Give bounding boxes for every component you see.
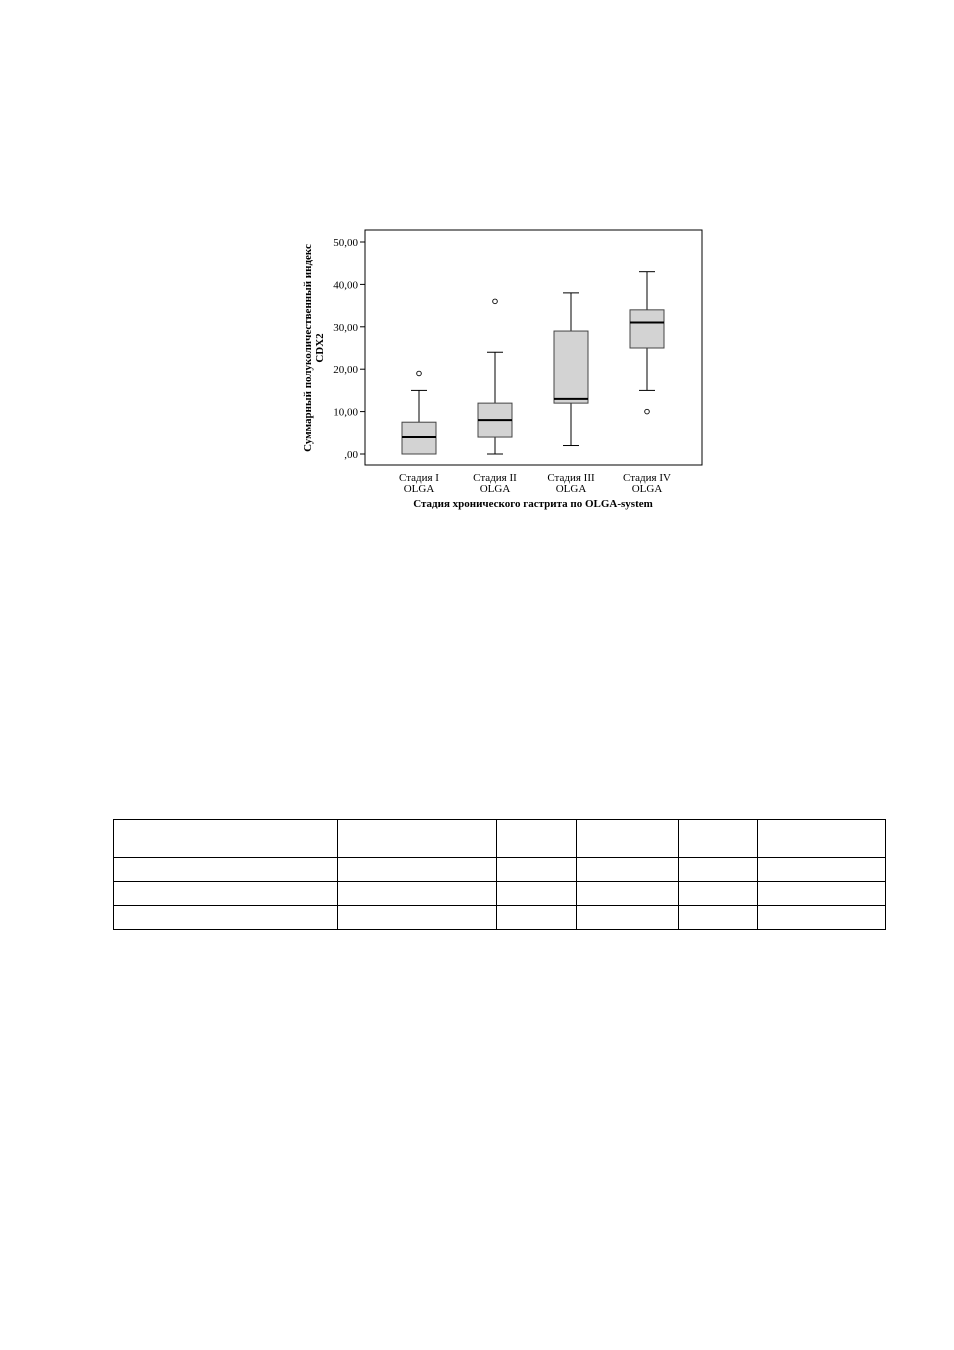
table-cell bbox=[679, 906, 758, 930]
x-tick-label-line2: OLGA bbox=[555, 483, 587, 495]
table-cell bbox=[338, 906, 497, 930]
x-tick-label-line1: Стадия III bbox=[547, 472, 595, 484]
table-cell bbox=[577, 858, 679, 882]
y-tick-label: 10,00 bbox=[333, 406, 358, 419]
y-tick-label: 30,00 bbox=[333, 321, 358, 334]
table-row bbox=[114, 906, 886, 930]
table-cell bbox=[758, 858, 886, 882]
table-row bbox=[114, 882, 886, 906]
y-tick-label: 50,00 bbox=[333, 237, 358, 249]
boxplot-chart bbox=[0, 0, 954, 560]
table-cell bbox=[497, 906, 577, 930]
data-table bbox=[113, 819, 886, 930]
y-axis bbox=[333, 237, 365, 461]
table-cell bbox=[338, 882, 497, 906]
table-cell bbox=[577, 906, 679, 930]
iqr-box bbox=[402, 422, 436, 454]
table-cell bbox=[679, 882, 758, 906]
table-cell bbox=[577, 882, 679, 906]
table-cell bbox=[114, 820, 338, 858]
x-tick-label-line2: OLGA bbox=[479, 483, 511, 495]
table-cell bbox=[114, 858, 338, 882]
table-cell bbox=[114, 882, 338, 906]
table-cell bbox=[497, 858, 577, 882]
table-cell bbox=[679, 820, 758, 858]
table-cell bbox=[114, 906, 338, 930]
table-cell bbox=[338, 858, 497, 882]
box-group bbox=[630, 272, 664, 414]
table-cell bbox=[679, 858, 758, 882]
table-cell bbox=[758, 906, 886, 930]
table-cell bbox=[497, 820, 577, 858]
table-row bbox=[114, 820, 886, 858]
x-tick-label-line1: Стадия IV bbox=[623, 472, 671, 484]
y-tick-label: ,00 bbox=[344, 449, 358, 461]
outlier-point bbox=[493, 299, 498, 304]
y-tick-label: 20,00 bbox=[333, 364, 358, 377]
iqr-box bbox=[630, 310, 664, 348]
y-axis-title-line1: Суммарный полуколичественный индекс bbox=[302, 244, 314, 452]
box-series bbox=[402, 272, 664, 454]
box-group bbox=[402, 371, 436, 454]
y-tick-label: 40,00 bbox=[333, 279, 358, 292]
y-axis-title-line2: CDX2 bbox=[314, 333, 326, 363]
outlier-point bbox=[417, 371, 422, 376]
x-tick-label-line2: OLGA bbox=[631, 483, 663, 495]
iqr-box bbox=[554, 331, 588, 403]
x-tick-label-line2: OLGA bbox=[403, 483, 435, 495]
box-group bbox=[554, 293, 588, 446]
x-tick-label-line1: Стадия I bbox=[399, 472, 439, 484]
table-cell bbox=[758, 820, 886, 858]
x-axis-title: Стадия хронического гастрита по OLGA-system bbox=[413, 498, 653, 510]
table-cell bbox=[577, 820, 679, 858]
table-cell bbox=[497, 882, 577, 906]
box-group bbox=[478, 299, 512, 454]
x-axis-labels bbox=[399, 472, 671, 495]
x-tick-label-line1: Стадия II bbox=[473, 472, 517, 484]
outlier-point bbox=[645, 409, 650, 414]
table-cell bbox=[758, 882, 886, 906]
table-cell bbox=[338, 820, 497, 858]
table-row bbox=[114, 858, 886, 882]
